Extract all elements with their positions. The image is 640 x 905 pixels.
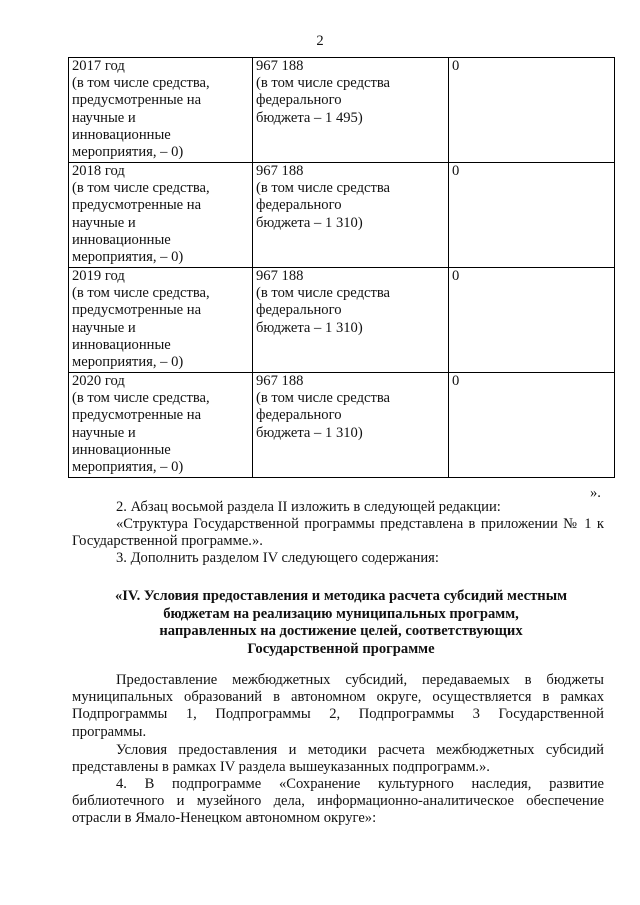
cell-line: 0 [452,268,460,284]
item-2-line-1: 2. Абзац восьмой раздела II изложить в следующей редакции: [116,499,501,515]
cell-line: 2019 год [72,268,125,284]
cell-line: научные и [72,109,136,126]
cell-line: научные и [72,214,136,231]
paragraph-line: Условия предоставления и методики расчета межбюджетных субсидий [116,742,604,758]
cell-line: мероприятия, – 0) [72,459,184,476]
cell-line: 967 188 [256,163,304,179]
paragraph-line: отрасли в Ямало-Ненецком автономном округе»: [72,810,377,827]
cell-line: федерального [256,92,342,109]
cell-line: бюджета – 1 310) [256,319,363,336]
paragraph-item-4 [72,776,604,828]
paragraph-line: программы. [72,723,147,740]
table-row [69,373,615,478]
federal-cell [253,163,449,268]
paragraph-line: муниципальных образований в автономном округе, осуществляется в рамках [72,689,604,706]
cell-line: 967 188 [256,373,304,389]
paragraph-line: Подпрограммы 1, Подпрограммы 2, Подпрограммы 3 Государственной [72,706,604,723]
section-heading [86,588,596,658]
cell-line: 2018 год [72,163,125,179]
paragraph-line: библиотечного и музейного дела, информационно-аналитическое обеспечение [72,793,604,810]
funding-table [68,57,615,478]
paragraph-line: представлены в рамках IV раздела вышеуказанных подпрограмм.». [72,759,490,776]
cell-line: 2017 год [72,58,125,74]
section-heading-line: «IV. Условия предоставления и методика расчета субсидий местным [114,588,568,604]
cell-line: (в том числе средства [256,390,391,407]
federal-cell [253,373,449,478]
paragraph-1 [72,672,604,741]
cell-line: федерального [256,407,342,424]
section-heading-line: направленных на достижение целей, соответствующих [159,623,523,639]
other-cell [449,163,615,268]
year-cell [69,58,253,163]
cell-line: (в том числе средства, [72,75,210,92]
table-row [69,268,615,373]
item-3: 3. Дополнить разделом IV следующего содержания: [116,550,439,566]
cell-line: 0 [452,373,460,389]
section-heading-line: бюджетам на реализацию муниципальных программ, [163,605,519,622]
page-number: 2 [316,33,324,49]
cell-line: 0 [452,163,460,179]
year-cell [69,373,253,478]
paragraph-line: Предоставление межбюджетных субсидий, передаваемых в бюджеты [116,672,604,688]
other-cell [449,58,615,163]
cell-line: 967 188 [256,268,304,284]
cell-line: (в том числе средства, [72,285,210,302]
section-heading-line: Государственной программе [247,640,435,657]
cell-line: федерального [256,302,342,319]
cell-line: бюджета – 1 310) [256,214,363,231]
cell-line: научные и [72,319,136,336]
cell-line: мероприятия, – 0) [72,249,184,266]
cell-line: предусмотренные на [72,197,202,214]
cell-line: бюджета – 1 310) [256,424,363,441]
cell-line: (в том числе средства [256,180,391,197]
paragraph-line: 4. В подпрограмме «Сохранение культурного наследия, развитие [116,776,604,792]
table-row [69,163,615,268]
cell-line: предусмотренные на [72,92,202,109]
cell-line: 2020 год [72,373,125,389]
cell-line: инновационные [72,441,171,458]
item-2-line-3: Государственной программе.». [72,533,263,549]
federal-cell [253,268,449,373]
cell-line: (в том числе средства, [72,180,210,197]
year-cell [69,268,253,373]
cell-line: бюджета – 1 495) [256,109,363,126]
cell-line: предусмотренные на [72,407,202,424]
item-2-line-2: «Структура Государственной программы представлена в приложении № 1 к [116,516,604,532]
paragraph-2 [72,742,604,776]
cell-line: научные и [72,424,136,441]
year-cell [69,163,253,268]
cell-line: 0 [452,58,460,74]
cell-line: федерального [256,197,342,214]
cell-line: (в том числе средства [256,285,391,302]
closing-quote: ». [590,485,601,501]
cell-line: инновационные [72,231,171,248]
cell-line: предусмотренные на [72,302,202,319]
other-cell [449,373,615,478]
cell-line: 967 188 [256,58,304,74]
cell-line: инновационные [72,126,171,143]
cell-line: инновационные [72,336,171,353]
table-row [69,58,615,163]
cell-line: мероприятия, – 0) [72,144,184,161]
cell-line: (в том числе средства [256,75,391,92]
other-cell [449,268,615,373]
cell-line: (в том числе средства, [72,390,210,407]
federal-cell [253,58,449,163]
cell-line: мероприятия, – 0) [72,354,184,371]
